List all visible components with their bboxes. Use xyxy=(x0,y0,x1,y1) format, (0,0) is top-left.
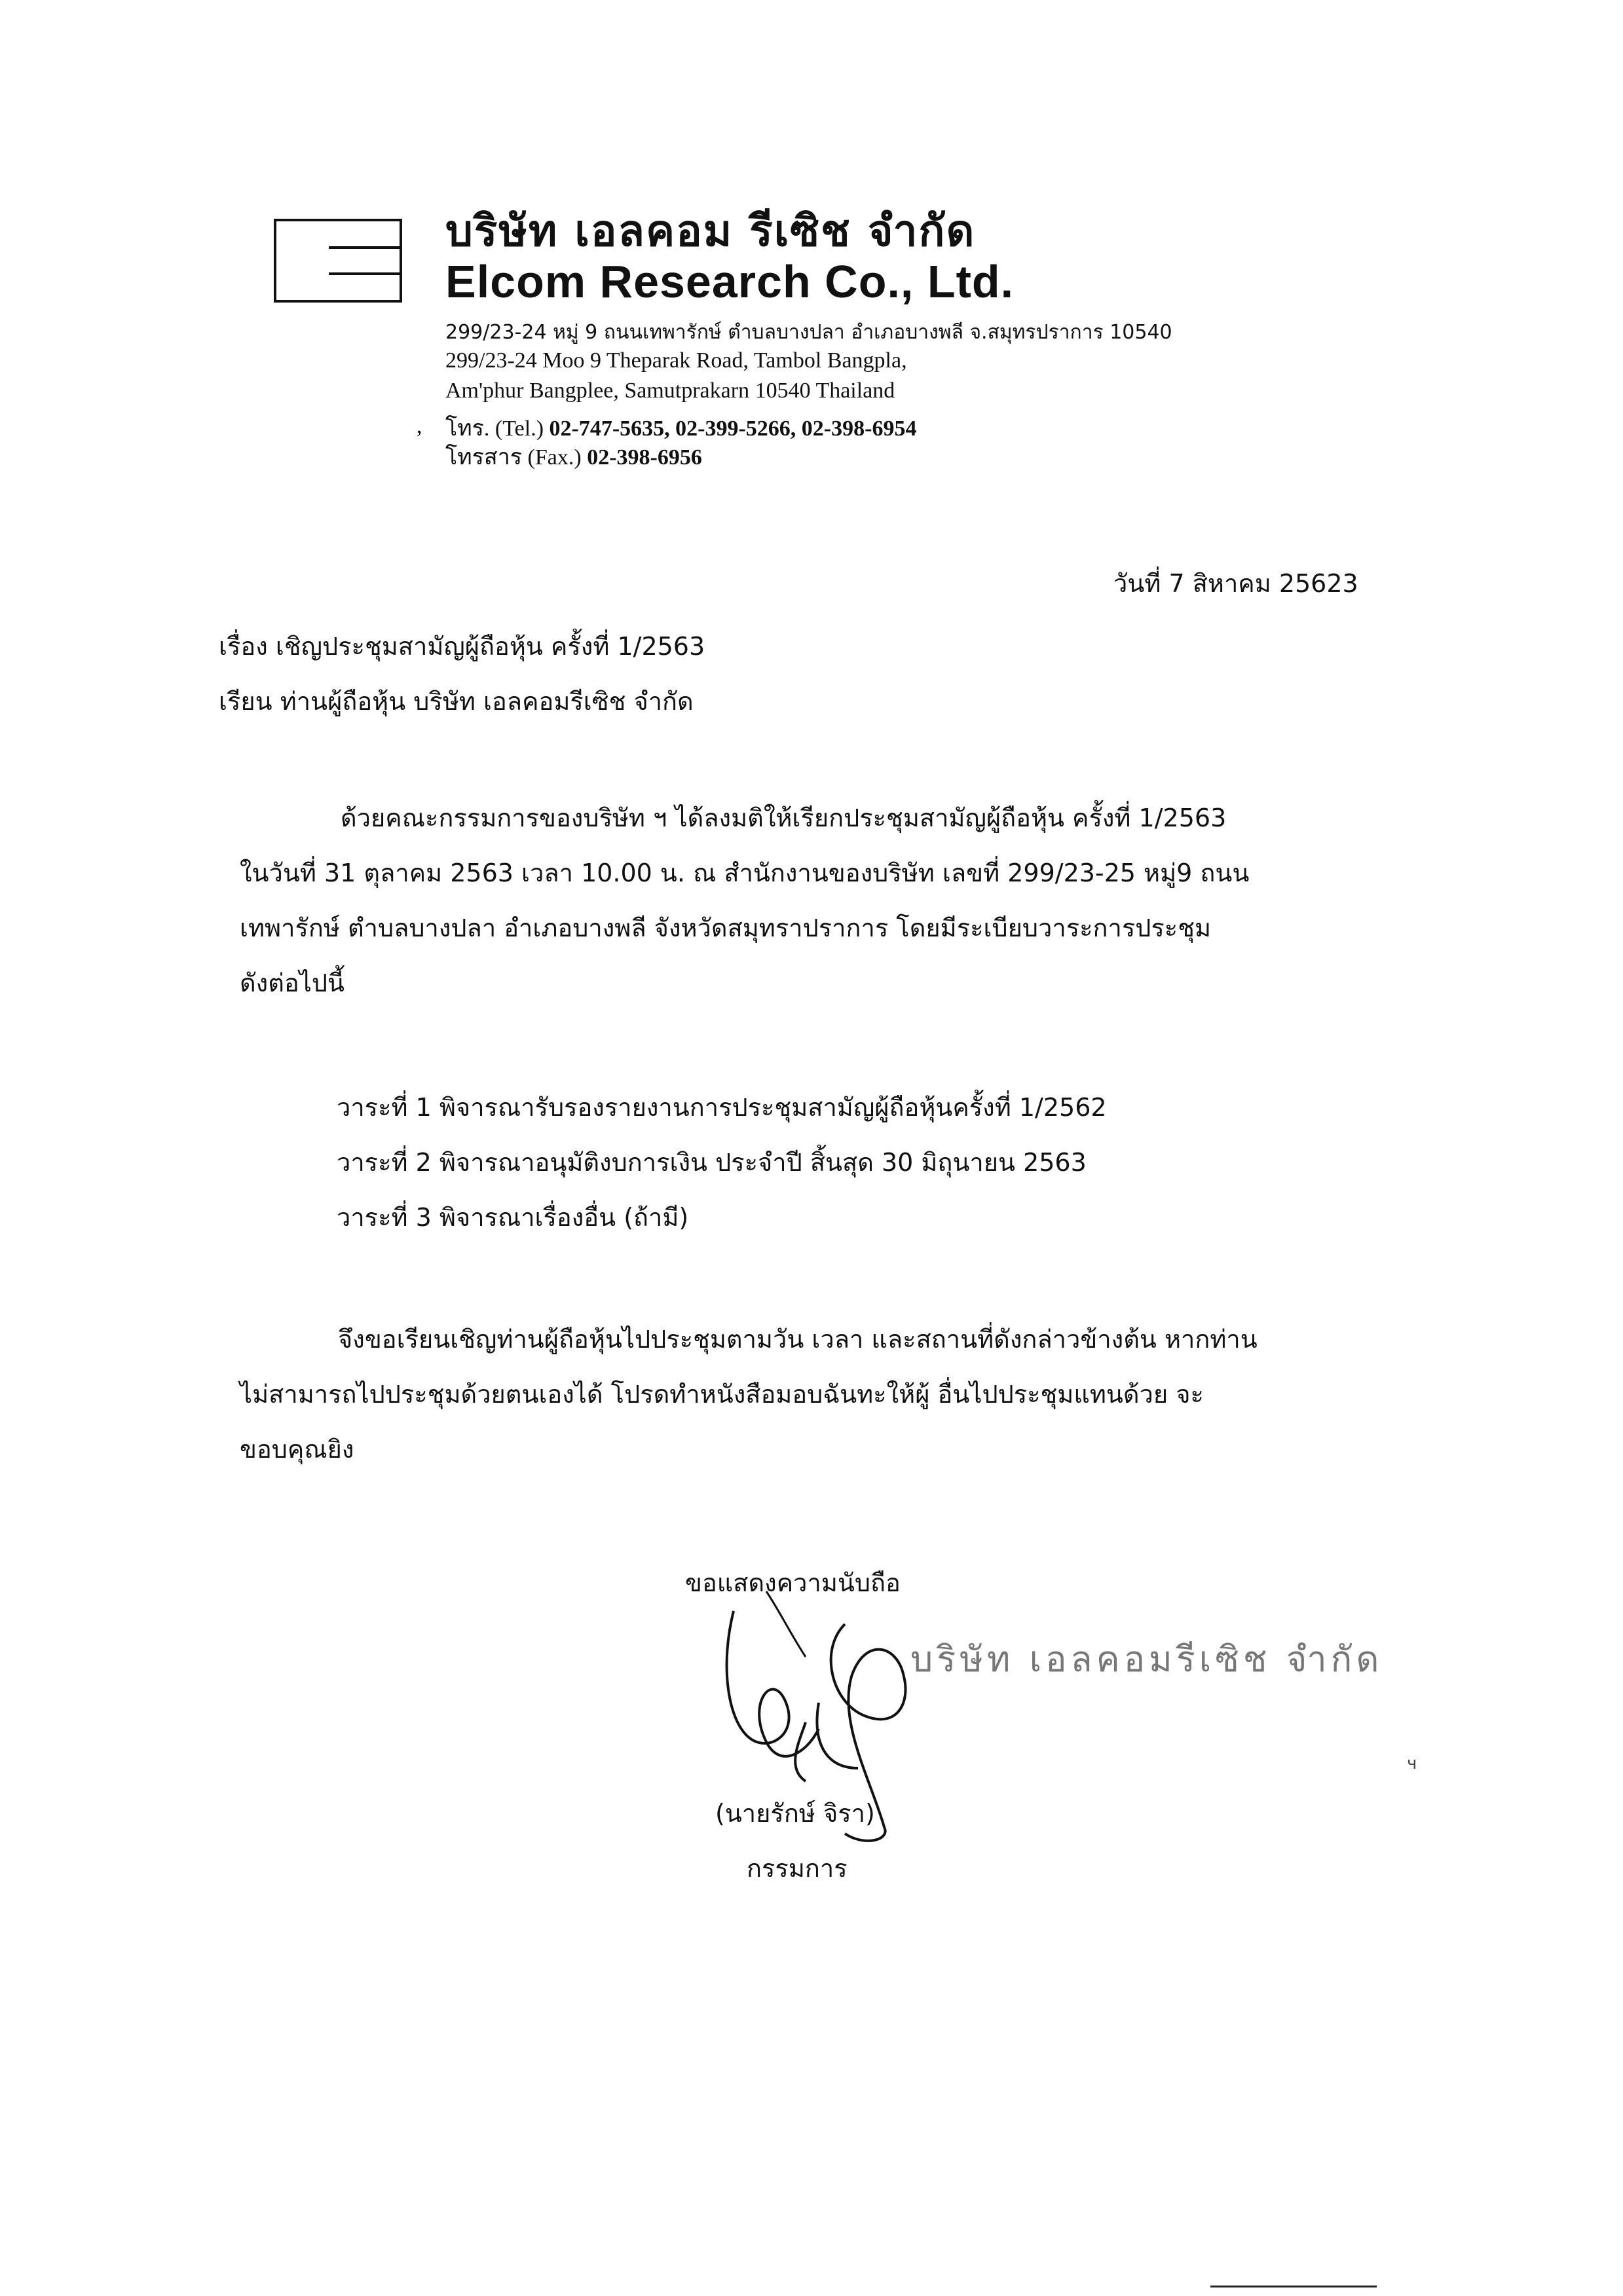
fax-number: 02-398-6956 xyxy=(587,445,702,470)
company-stamp: บริษัท เอลคอมรีเซิช จำกัด xyxy=(910,1639,1383,1680)
company-name-thai: บริษัท เอลคอม รีเซิช จำกัด xyxy=(445,206,976,256)
fax-line xyxy=(445,439,702,474)
margin-tick: , xyxy=(417,414,422,438)
company-name-english: Elcom Research Co., Ltd. xyxy=(445,256,1015,307)
footer-rule xyxy=(1210,2286,1377,2287)
signer-name: (นายรักษ์ จิรา) xyxy=(715,1799,875,1828)
letter-subject: เรื่อง เชิญประชุมสามัญผู้ถือหุ้น ครั้งที่ 1/2563 xyxy=(219,632,705,661)
paragraph1-line4: ดังต่อไปนี้ xyxy=(240,969,345,997)
paragraph1-line3: เทพารักษ์ ตำบลบางปลา อำเภอบางพลี จังหวัดสมุทราปราการ โดยมีระเบียบวาระการประชุม xyxy=(240,914,1212,942)
agenda-item-3: วาระที่ 3 พิจารณาเรื่องอื่น (ถ้ามี) xyxy=(337,1203,689,1232)
letter-recipient: เรียน ท่านผู้ถือหุ้น บริษัท เอลคอมรีเซิช จำกัด xyxy=(219,687,694,716)
paragraph2-line3: ขอบคุณยิง xyxy=(240,1435,354,1464)
signer-position: กรรมการ xyxy=(747,1854,848,1883)
paragraph2-line1: จึงขอเรียนเชิญท่านผู้ถือหุ้นไปประชุมตามวัน เวลา และสถานที่ดังกล่าวข้างต้น หากท่าน xyxy=(338,1325,1258,1354)
letter-date: วันที่ 7 สิหาคม 25623 xyxy=(1113,569,1358,598)
fax-label: โทรสาร (Fax.) xyxy=(445,445,582,470)
address-english-line1: 299/23-24 Moo 9 Theparak Road, Tambol Bangpla, xyxy=(445,348,907,373)
address-thai: 299/23-24 หมู่ 9 ถนนเทพารักษ์ ตำบลบางปลา อำเภอบางพลี จ.สมุทรปราการ 10540 xyxy=(445,321,1172,344)
agenda-item-1: วาระที่ 1 พิจารณารับรองรายงานการประชุมสามัญผู้ถือหุ้นครั้งที่ 1/2562 xyxy=(337,1093,1107,1122)
telephone-numbers: 02-747-5635, 02-399-5266, 02-398-6954 xyxy=(549,417,917,441)
address-english-line2: Am'phur Bangplee, Samutprakarn 10540 Thailand xyxy=(445,379,895,403)
margin-mark: ч xyxy=(1407,1754,1417,1773)
paragraph1-line1: ด้วยคณะกรรมการของบริษัท ฯ ได้ลงมติให้เรียกประชุมสามัญผู้ถือหุ้น ครั้งที่ 1/2563 xyxy=(341,804,1227,832)
paragraph1-line2: ในวันที่ 31 ตุลาคม 2563 เวลา 10.00 น. ณ สำนักงานของบริษัท เลขที่ 299/23-25 หมู่9 ถนน xyxy=(240,859,1250,887)
agenda-item-2: วาระที่ 2 พิจารณาอนุมัติงบการเงิน ประจำปี สิ้นสุด 30 มิถุนายน 2563 xyxy=(337,1148,1087,1177)
paragraph2-line2: ไม่สามารถไปประชุมด้วยตนเองได้ โปรดทำหนังสือมอบฉันทะให้ผู้ อื่นไปประชุมแทนด้วย จะ xyxy=(240,1380,1204,1409)
telephone-label: โทร. (Tel.) xyxy=(445,417,544,441)
closing-salutation: ขอแสดงความนับถือ xyxy=(685,1568,901,1597)
company-logo xyxy=(274,219,402,303)
